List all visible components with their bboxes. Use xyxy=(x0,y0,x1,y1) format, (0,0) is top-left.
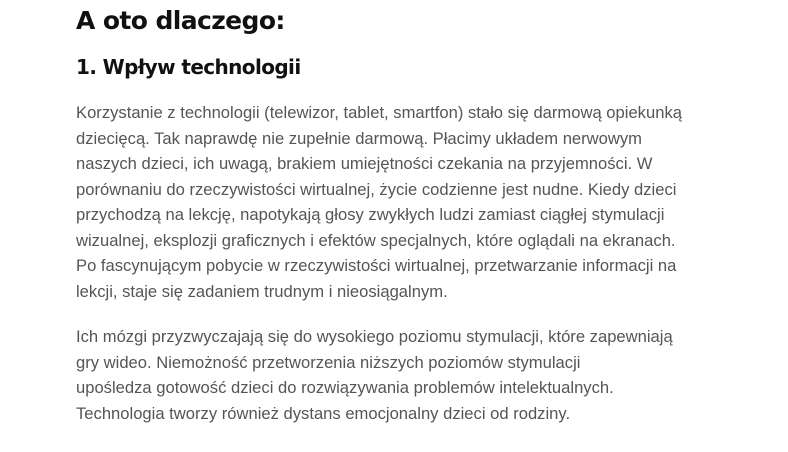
paragraph-line: naszych dzieci, ich uwagą, brakiem umiejętności czekania na przyjemności. W xyxy=(76,154,653,173)
paragraph-line: porównaniu do rzeczywistości wirtualnej, życie codzienne jest nudne. Kiedy dzieci xyxy=(76,179,677,199)
paragraph-line: Technologia tworzy również dystans emocjonalny dzieci od rodziny. xyxy=(76,403,571,423)
paragraph-line: Ich mózgi przyzwyczajają się do wysokiego poziomu stymulacji, które zapewniają xyxy=(76,327,673,346)
subsection-heading: 1. Wpływ technologii xyxy=(76,55,301,79)
paragraph-line: gry wideo. Niemożność przetworzenia niższych poziomów stymulacji xyxy=(76,352,581,372)
paragraph-line: Po fascynującym pobycie w rzeczywistości wirtualnej, przetwarzanie informacji na xyxy=(76,256,677,275)
paragraph-line: Korzystanie z technologii (telewizor, tablet, smartfon) stało się darmową opiekunką xyxy=(76,103,682,122)
paragraph-line: upośledza gotowość dzieci do rozwiązywania problemów intelektualnych. xyxy=(76,378,614,397)
section-heading: A oto dlaczego: xyxy=(76,6,285,35)
paragraph-line: wizualnej, eksplozji graficznych i efektów specjalnych, które oglądali na ekranach. xyxy=(76,230,676,250)
paragraph-stimulation xyxy=(76,324,766,426)
paragraph-technology-impact xyxy=(76,100,766,304)
article-content xyxy=(76,0,766,426)
paragraph-line: przychodzą na lekcję, napotykają głosy zwykłych ludzi zamiast ciągłej stymulacji xyxy=(76,205,665,224)
paragraph-line: dziecięcą. Tak naprawdę nie zupełnie darmową. Płacimy układem nerwowym xyxy=(76,128,642,148)
paragraph-line: lekcji, staje się zadaniem trudnym i nieosiągalnym. xyxy=(76,281,448,301)
